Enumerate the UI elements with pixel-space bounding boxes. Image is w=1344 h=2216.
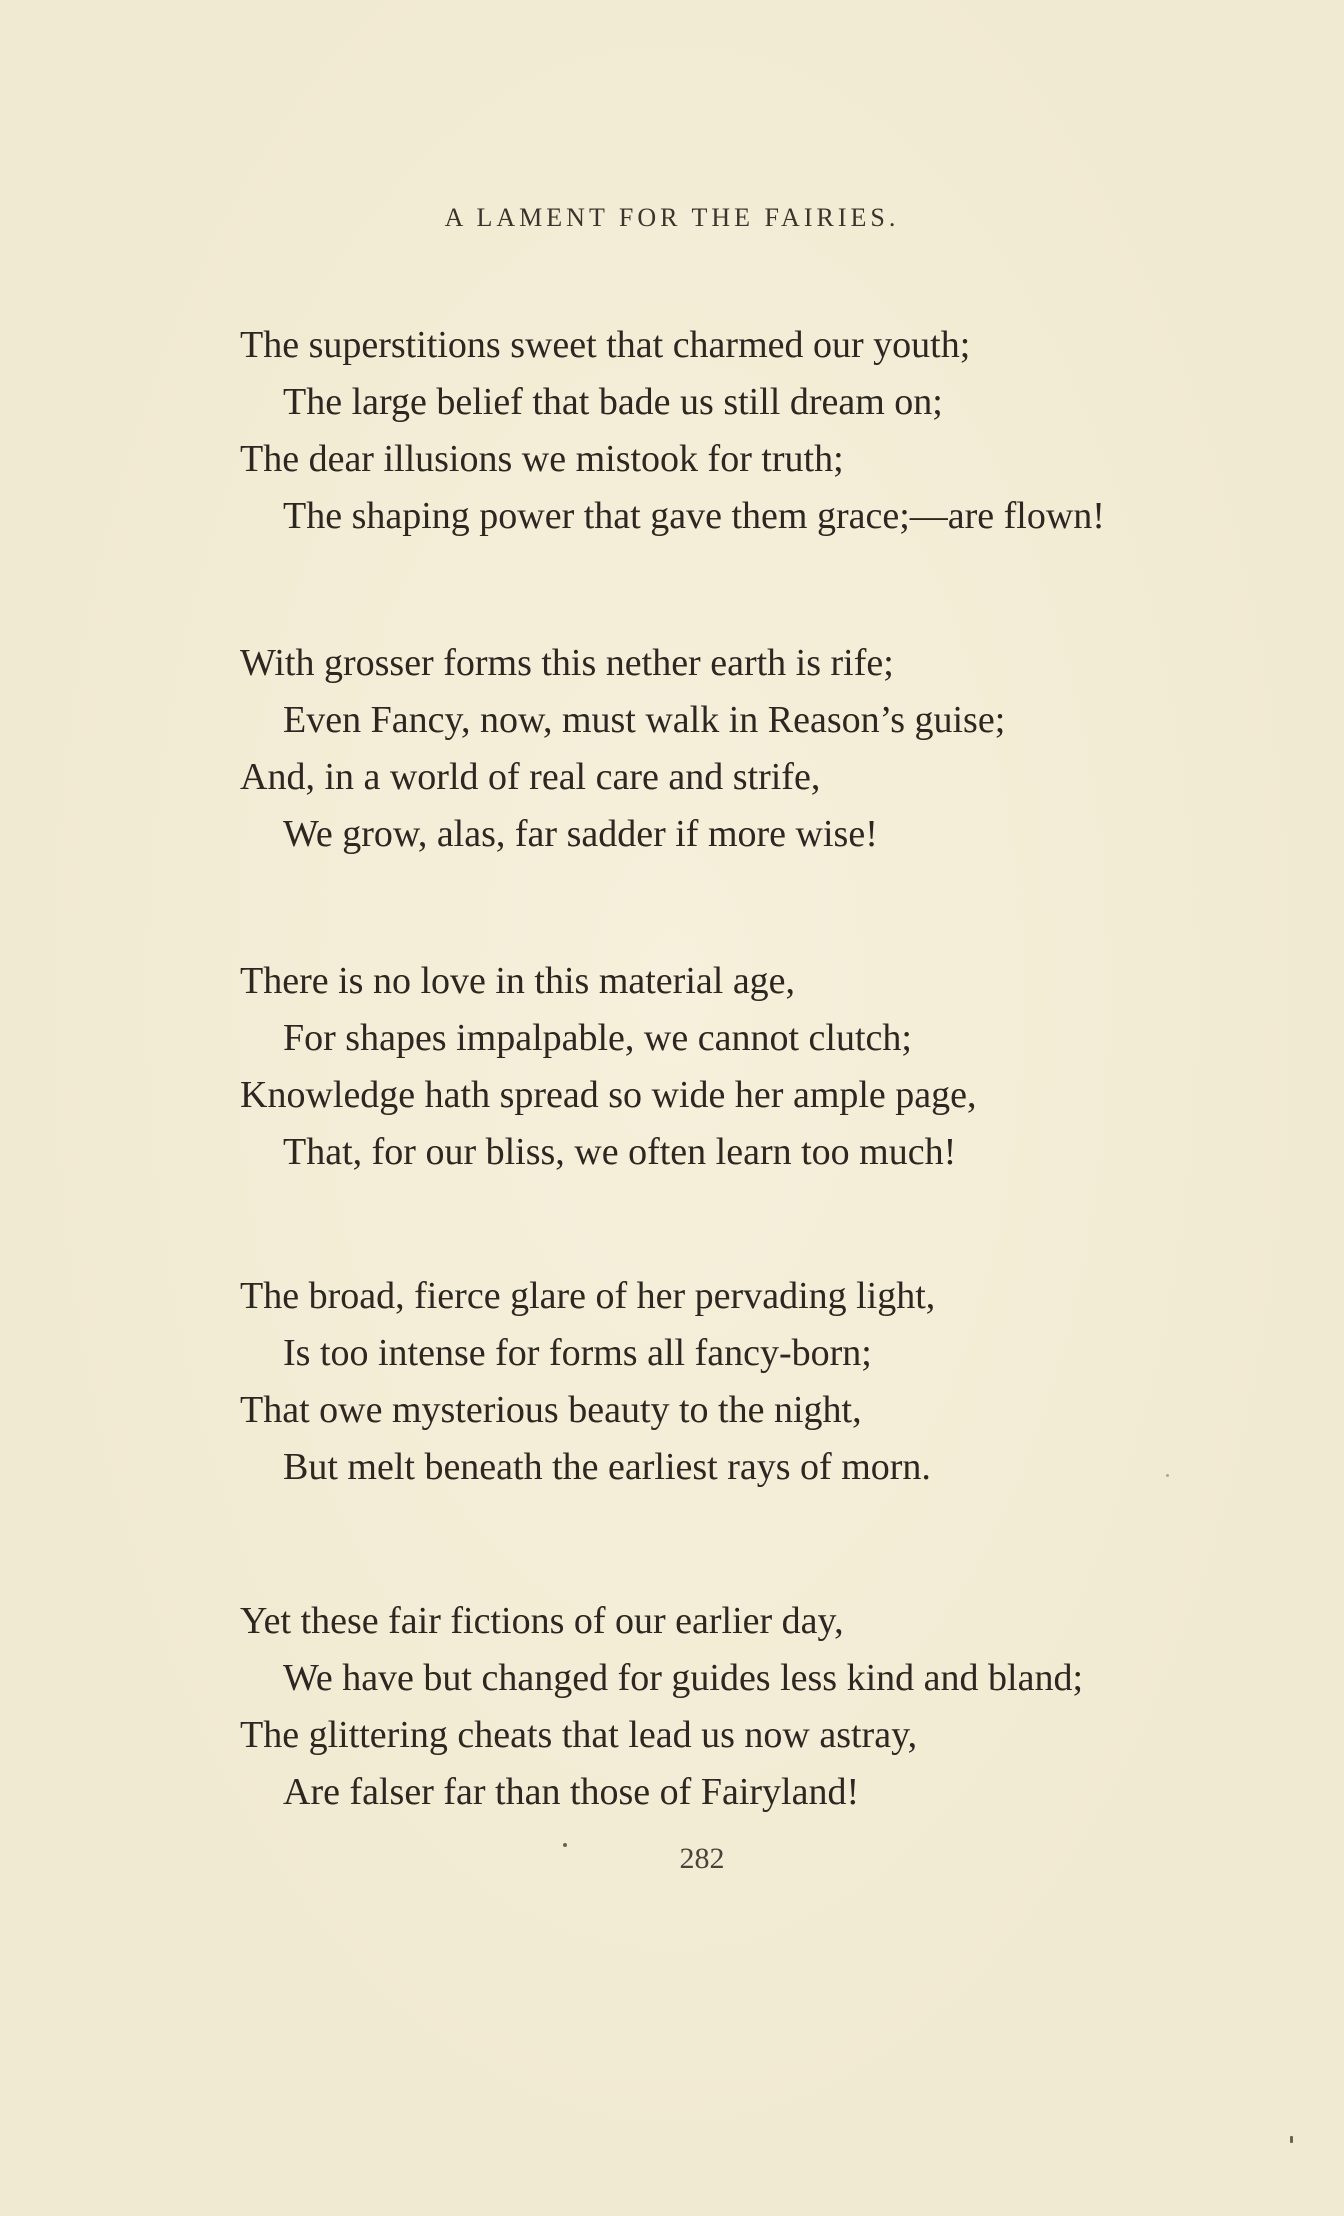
poem-line: The shaping power that gave them grace;—are flown! xyxy=(283,495,1105,537)
page-number: 282 xyxy=(679,1842,725,1875)
poem-line: The large belief that bade us still dream on; xyxy=(283,381,943,423)
poem-line: The glittering cheats that lead us now astray, xyxy=(240,1714,918,1756)
poem-line: The dear illusions we mistook for truth; xyxy=(240,438,844,480)
poem-line: That, for our bliss, we often learn too much! xyxy=(283,1131,957,1173)
poem-line: That owe mysterious beauty to the night, xyxy=(240,1389,862,1431)
poem-line: And, in a world of real care and strife, xyxy=(240,756,821,798)
poem-line: The broad, fierce glare of her pervading light, xyxy=(240,1275,936,1317)
paper-speck xyxy=(1290,2136,1293,2143)
poem-line: With grosser forms this nether earth is rife; xyxy=(240,642,894,684)
poem-line: For shapes impalpable, we cannot clutch; xyxy=(283,1017,912,1059)
poem-line: Is too intense for forms all fancy-born; xyxy=(283,1332,872,1374)
poem-line: But melt beneath the earliest rays of morn. xyxy=(283,1446,931,1488)
paper-speck xyxy=(563,1843,567,1847)
running-head: A LAMENT FOR THE FAIRIES. xyxy=(444,203,900,232)
poem-line: Are falser far than those of Fairyland! xyxy=(283,1771,860,1813)
poem-line: There is no love in this material age, xyxy=(240,960,796,1002)
poem-line: We have but changed for guides less kind and bland; xyxy=(283,1657,1084,1699)
poem-line: Even Fancy, now, must walk in Reason’s guise; xyxy=(283,699,1006,741)
poem-line: Knowledge hath spread so wide her ample page, xyxy=(240,1074,977,1116)
poem-line: Yet these fair fictions of our earlier day, xyxy=(240,1600,844,1642)
poem-line: We grow, alas, far sadder if more wise! xyxy=(283,813,878,855)
poem-line: The superstitions sweet that charmed our youth; xyxy=(240,324,971,366)
paper-speck xyxy=(1166,1474,1169,1477)
